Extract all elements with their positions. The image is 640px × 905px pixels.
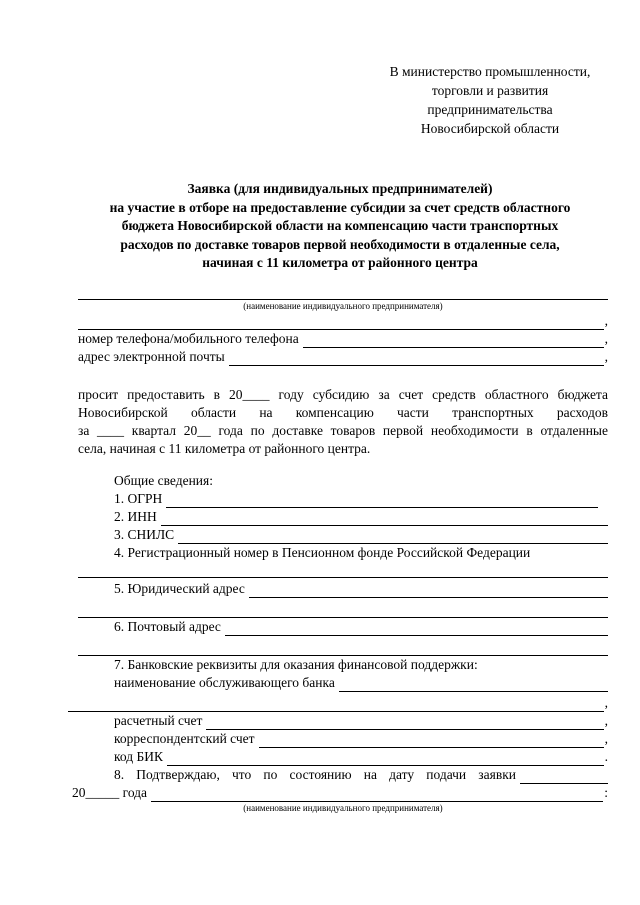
postal-address-label: 6. Почтовый адрес	[114, 619, 221, 634]
confirm-name-field[interactable]	[151, 788, 603, 802]
addressee-line: В министерство промышленности,	[389, 64, 591, 79]
snils-label: 3. СНИЛС	[114, 527, 175, 542]
postal-address-field-2[interactable]	[78, 643, 608, 656]
legal-address-field-2[interactable]	[78, 605, 608, 618]
comma: ,	[604, 349, 608, 364]
ogrn-label: 1. ОГРН	[114, 491, 163, 506]
bik-field[interactable]	[167, 752, 604, 766]
legal-address-field[interactable]	[249, 584, 608, 598]
document-title	[70, 180, 610, 273]
bank-name-label: наименование обслуживающего банка	[114, 675, 335, 690]
corr-account-label: корреспондентский счет	[114, 731, 255, 746]
title-line: расходов по доставке товаров первой необходимости в отдаленные села,	[120, 236, 560, 252]
confirm-label: 8. Подтверждаю, что по состоянию на дату подачи заявки	[114, 767, 516, 782]
account-field[interactable]	[206, 716, 603, 730]
addressee-line: предпринимательства	[427, 102, 553, 117]
request-paragraph	[78, 386, 608, 458]
comma: ,	[604, 331, 608, 346]
addressee-line: торговли и развития	[431, 83, 549, 98]
confirm-field[interactable]	[520, 770, 608, 784]
account-label: расчетный счет	[114, 713, 203, 728]
title-line: бюджета Новосибирской области на компенсацию части транспортных	[121, 218, 559, 233]
request-line: села, начиная с 11 километра от районного центра.	[78, 441, 371, 456]
snils-field[interactable]	[178, 530, 608, 544]
bank-name-field[interactable]	[339, 678, 608, 692]
corr-account-field[interactable]	[259, 734, 604, 748]
comma: ,	[604, 313, 608, 328]
inn-label: 2. ИНН	[114, 509, 157, 524]
title-line: на участие в отборе на предоставление субсидии за счет средств областного	[109, 199, 571, 215]
name-caption: (наименование индивидуального предпринимателя)	[243, 301, 443, 311]
title-line: Заявка (для индивидуальных предпринимателей)	[187, 181, 493, 196]
request-line: просит предоставить в 20____ году субсидию за счет средств областного бюджета	[78, 387, 608, 402]
addressee-block	[360, 62, 620, 138]
applicant-name-field[interactable]	[78, 288, 608, 300]
bank-name-field-2[interactable]	[68, 699, 604, 712]
phone-label: номер телефона/мобильного телефона	[78, 331, 299, 346]
period: .	[604, 749, 608, 764]
pension-field[interactable]	[78, 569, 608, 578]
ogrn-field[interactable]	[166, 494, 598, 508]
applicant-extra-field[interactable]	[78, 316, 604, 330]
colon: :	[604, 785, 608, 800]
addressee-line: Новосибирской области	[420, 121, 560, 136]
phone-field[interactable]	[303, 334, 604, 348]
bik-label: код БИК	[114, 749, 163, 764]
postal-address-field[interactable]	[225, 622, 608, 636]
bank-heading: 7. Банковские реквизиты для оказания финансовой поддержки:	[114, 657, 478, 672]
year-label: 20_____ года	[72, 785, 148, 800]
request-line: за ____ квартал 20__ года по доставке товаров первой необходимости в отдаленные	[78, 423, 608, 438]
general-heading: Общие сведения:	[114, 473, 213, 488]
title-line: начиная с 11 километра от районного центра	[202, 255, 478, 270]
general-info	[72, 472, 608, 814]
email-field[interactable]	[229, 352, 604, 366]
comma: ,	[604, 695, 608, 710]
pension-label: 4. Регистрационный номер в Пенсионном фонде Российской Федерации	[114, 545, 531, 560]
inn-field[interactable]	[161, 512, 608, 526]
applicant-block	[78, 288, 608, 366]
comma: ,	[604, 731, 608, 746]
request-line: Новосибирской области на компенсацию части транспортных расходов	[78, 405, 608, 420]
email-label: адрес электронной почты	[78, 349, 225, 364]
comma: ,	[604, 713, 608, 728]
legal-address-label: 5. Юридический адрес	[114, 581, 245, 596]
name-caption-2: (наименование индивидуального предпринимателя)	[243, 803, 443, 813]
